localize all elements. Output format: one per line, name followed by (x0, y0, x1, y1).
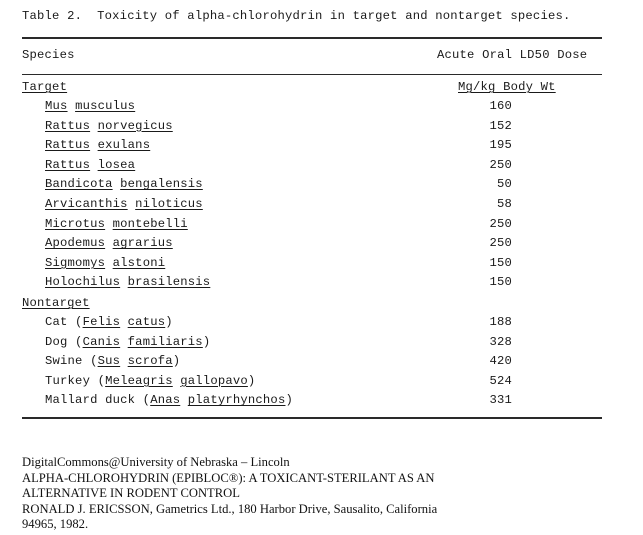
species-epithet: exulans (97, 138, 151, 153)
section-label-nontarget: Nontarget (22, 296, 90, 310)
genus-name: Sigmomys (45, 255, 106, 270)
species-name (45, 275, 210, 289)
species-epithet: gallopavo (180, 373, 248, 388)
species-name (45, 99, 135, 113)
species-name (45, 256, 165, 270)
ld50-value: 152 (489, 118, 512, 133)
common-name: Turkey ( (45, 373, 106, 388)
ld50-value: 50 (496, 177, 512, 192)
ld50-value: 195 (489, 138, 512, 153)
species-epithet: platyrhynchos (187, 393, 286, 408)
species-name (45, 119, 173, 133)
species-name (45, 217, 188, 231)
species-name (45, 177, 203, 191)
ld50-value: 250 (489, 216, 512, 231)
species-epithet: catus (127, 315, 166, 329)
genus-name: Meleagris (105, 373, 173, 388)
species-name (45, 158, 135, 172)
genus-name: Felis (82, 315, 121, 329)
animal-name (45, 374, 255, 388)
genus-name: Holochilus (45, 275, 121, 290)
species-epithet: norvegicus (97, 118, 173, 133)
species-epithet: montebelli (112, 216, 188, 231)
close-paren: ) (285, 393, 293, 408)
species-epithet: alstoni (112, 255, 166, 270)
animal-name (45, 393, 293, 407)
genus-name: Rattus (45, 138, 91, 153)
table-caption: Table 2. Toxicity of alpha-chlorohydrin in target and nontarget species. (22, 9, 571, 23)
footer-address: 94965, 1982. (22, 517, 89, 532)
footer-title-2: ALTERNATIVE IN RODENT CONTROL (22, 486, 240, 501)
common-name: Mallard duck ( (45, 393, 151, 408)
genus-name: Sus (97, 354, 121, 369)
ld50-value: 524 (489, 373, 512, 388)
ld50-value: 331 (489, 393, 512, 408)
genus-name: Mus (45, 99, 68, 113)
species-epithet: agrarius (112, 236, 173, 251)
genus-name: Arvicanthis (45, 197, 128, 211)
species-epithet: musculus (75, 99, 136, 113)
close-paren: ) (202, 334, 211, 349)
ld50-value: 250 (489, 157, 512, 172)
species-epithet: bengalensis (120, 177, 203, 192)
section-label-target: Target (22, 80, 68, 94)
citation-footer (22, 455, 622, 533)
ld50-value: 250 (489, 236, 512, 251)
ld50-value: 58 (496, 197, 512, 211)
species-epithet: familiaris (127, 334, 203, 349)
header-rule (22, 74, 602, 75)
common-name: Swine ( (45, 354, 98, 369)
genus-name: Rattus (45, 118, 91, 133)
top-rule (22, 37, 602, 39)
ld50-value: 160 (489, 99, 512, 113)
species-name (45, 138, 150, 152)
unit-label: Mg/kg Body Wt (458, 80, 556, 94)
column-header-species: Species (22, 48, 75, 62)
genus-name: Apodemus (45, 236, 106, 251)
ld50-value: 188 (489, 315, 512, 329)
animal-name (45, 354, 180, 368)
genus-name: Rattus (45, 157, 91, 172)
species-epithet: niloticus (135, 197, 203, 211)
species-epithet: scrofa (127, 354, 173, 369)
genus-name: Anas (150, 393, 181, 408)
common-name: Cat ( (45, 315, 83, 329)
species-epithet: losea (97, 157, 136, 172)
species-name (45, 236, 173, 250)
column-header-dose: Acute Oral LD50 Dose (437, 48, 588, 62)
common-name: Dog ( (45, 334, 83, 349)
species-epithet: brasilensis (127, 275, 211, 290)
species-name (45, 197, 203, 211)
ld50-value: 150 (489, 275, 512, 290)
ld50-value: 328 (489, 334, 512, 349)
close-paren: ) (247, 373, 256, 388)
close-paren: ) (172, 354, 181, 369)
genus-name: Microtus (45, 216, 106, 231)
ld50-value: 150 (489, 255, 512, 270)
footer-source: DigitalCommons@University of Nebraska – Lincoln (22, 455, 290, 469)
animal-name (45, 315, 173, 329)
close-paren: ) (165, 315, 173, 329)
ld50-value: 420 (489, 354, 512, 369)
footer-title-1: ALPHA-CHLOROHYDRIN (EPIBLOC®): A TOXICANT-STERILANT AS AN (22, 470, 435, 485)
animal-name (45, 335, 210, 349)
footer-author: RONALD J. ERICSSON, Gametrics Ltd., 180 Harbor Drive, Sausalito, California (22, 501, 438, 516)
genus-name: Bandicota (45, 177, 113, 192)
genus-name: Canis (82, 334, 121, 349)
bottom-rule (22, 417, 602, 419)
